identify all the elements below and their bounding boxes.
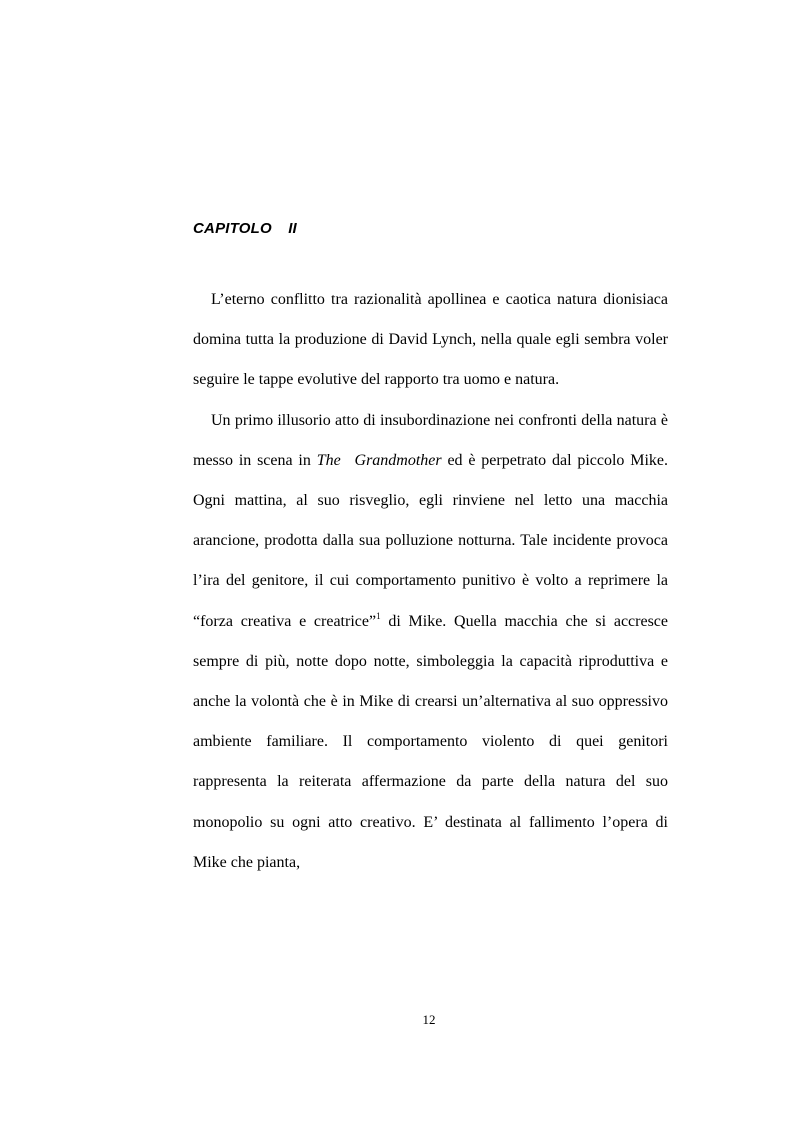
body-text [193, 280, 668, 883]
footnote-reference[interactable]: 1 [376, 610, 381, 621]
paragraph-2-text-before-title: Un primo illusorio atto di insubordinazione nei confronti della natura è messo in scena in [193, 411, 668, 469]
film-title: The Grandmother [316, 451, 442, 469]
paragraph-2-text-after-note: di Mike. Quella macchia che si accresce sempre di più, notte dopo notte, simboleggia la capacità riproduttiva e anche la volontà che è in Mike di crearsi un’alternativa al suo oppressivo ambiente familiare. Il comportamento violento di quei genitori rappresenta la reiterata affermazione da parte della natura del suo monopolio su ogni atto creativo. E’ destinata al fallimento l’opera di Mike che pianta, [193, 612, 669, 871]
page-number: 12 [422, 1012, 436, 1027]
paragraph-2 [193, 401, 668, 883]
chapter-title: CAPITOLO II [193, 220, 297, 237]
paragraph-1: L’eterno conflitto tra razionalità apollinea e caotica natura dionisiaca domina tutta la produzione di David Lynch, nella quale egli sembra voler seguire le tappe evolutive del rapporto tra uomo e natura. [193, 291, 668, 389]
paragraph-2-text-after-title: ed è perpetrato dal piccolo Mike. Ogni mattina, al suo risveglio, egli rinviene nel letto una macchia arancione, prodotta dalla sua polluzione notturna. Tale incidente provoca l’ira del genitore, il cui comportamento punitivo è volto a reprimere la “forza creativa e creatrice” [193, 451, 669, 630]
